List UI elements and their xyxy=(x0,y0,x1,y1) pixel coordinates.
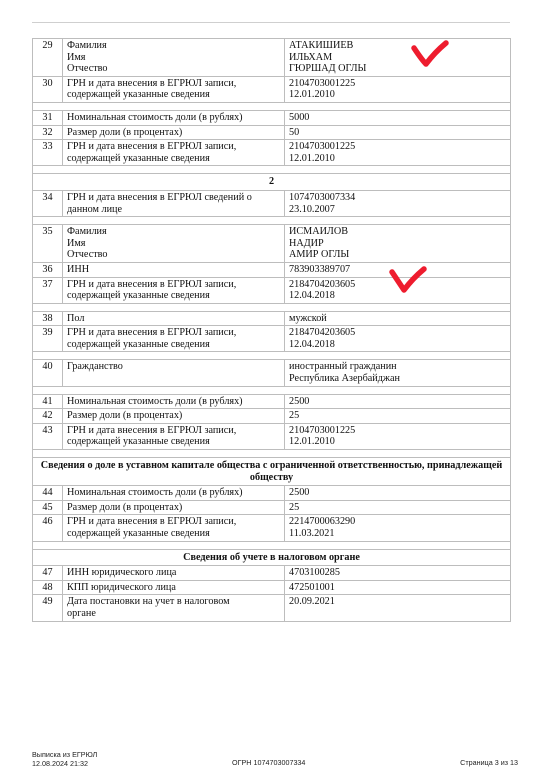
field-label xyxy=(63,277,285,303)
row-number: 40 xyxy=(33,360,63,386)
field-label-line: содержащей указанные сведения xyxy=(67,152,210,164)
field-value-line: 2104703001225 xyxy=(289,77,356,89)
field-label-line: данном лице xyxy=(67,203,123,215)
field-label xyxy=(63,394,285,409)
table-row xyxy=(33,423,511,449)
field-value-line: 2104703001225 xyxy=(289,424,356,436)
table-row xyxy=(33,394,511,409)
field-value xyxy=(285,125,511,140)
row-number: 30 xyxy=(33,76,63,102)
field-label xyxy=(63,262,285,277)
field-label-line: ГРН и дата внесения в ЕГРЮЛ записи, xyxy=(67,516,237,528)
row-number: 45 xyxy=(33,500,63,515)
field-value xyxy=(285,580,511,595)
field-value-line: ГЮРШАД ОГЛЫ xyxy=(289,63,367,75)
table-top-edge xyxy=(32,22,510,23)
field-label xyxy=(63,225,285,263)
field-value xyxy=(285,423,511,449)
field-label xyxy=(63,110,285,125)
field-label-line: Имя xyxy=(67,237,86,249)
field-value-line: 472501001 xyxy=(289,581,335,593)
field-label-line: содержащей указанные сведения xyxy=(67,338,210,350)
spacer-cell xyxy=(33,102,511,110)
red-checkmark-icon xyxy=(410,40,450,70)
field-value-line: АМИР ОГЛЫ xyxy=(289,249,350,261)
field-value-line: 1074703007334 xyxy=(289,191,356,203)
field-value xyxy=(285,595,511,621)
field-value xyxy=(285,311,511,326)
field-value xyxy=(285,326,511,352)
field-label-line: органе xyxy=(67,607,96,619)
spacer-row xyxy=(33,541,511,549)
spacer-cell xyxy=(33,541,511,549)
spacer-cell xyxy=(33,303,511,311)
spacer-row xyxy=(33,217,511,225)
table-row xyxy=(33,580,511,595)
section-title: 2 xyxy=(33,174,511,191)
field-value-line: 12.04.2018 xyxy=(289,338,335,350)
field-label-line: Номинальная стоимость доли (в рублях) xyxy=(67,395,243,407)
field-label-line: Фамилия xyxy=(67,226,107,238)
field-label-line: Отчество xyxy=(67,63,108,75)
footer-ogrn: ОГРН 1074703007334 xyxy=(232,758,306,767)
table-row xyxy=(33,225,511,263)
table-row xyxy=(33,125,511,140)
field-value xyxy=(285,140,511,166)
field-value-line: 2500 xyxy=(289,395,310,407)
row-number: 29 xyxy=(33,39,63,77)
field-value-line: 23.10.2007 xyxy=(289,203,335,215)
row-number: 33 xyxy=(33,140,63,166)
red-checkmark-icon xyxy=(388,266,428,296)
field-value xyxy=(285,76,511,102)
field-label-line: Фамилия xyxy=(67,40,107,51)
field-value-line: 2104703001225 xyxy=(289,141,356,153)
section-title: Сведения о доле в уставном капитале общества с ограниченной ответственностью, принадлежащей обществу xyxy=(33,458,511,486)
row-number: 43 xyxy=(33,423,63,449)
row-number: 32 xyxy=(33,125,63,140)
field-label xyxy=(63,580,285,595)
field-value-line: 25 xyxy=(289,501,300,513)
field-value xyxy=(285,225,511,263)
footer-doc-title: Выписка из ЕГРЮЛ xyxy=(32,750,98,759)
section-header-row xyxy=(33,549,511,566)
field-value xyxy=(285,394,511,409)
field-value-line: 2184704203605 xyxy=(289,327,356,339)
field-value-line: ИЛЬХАМ xyxy=(289,51,333,63)
field-value xyxy=(285,486,511,501)
spacer-row xyxy=(33,102,511,110)
field-label xyxy=(63,360,285,386)
field-value-line: 50 xyxy=(289,126,300,138)
field-value-line: 2214700063290 xyxy=(289,516,356,528)
spacer-cell xyxy=(33,166,511,174)
row-number: 37 xyxy=(33,277,63,303)
field-label-line: содержащей указанные сведения xyxy=(67,436,210,448)
field-value-line: 20.09.2021 xyxy=(289,596,335,608)
field-label xyxy=(63,140,285,166)
row-number: 46 xyxy=(33,515,63,541)
field-value-line: АТАКИШИЕВ xyxy=(289,40,354,51)
field-label xyxy=(63,423,285,449)
field-label xyxy=(63,39,285,77)
field-label-line: содержащей указанные сведения xyxy=(67,528,210,539)
field-label-line: ГРН и дата внесения в ЕГРЮЛ записи, xyxy=(67,77,237,89)
field-label-line: Размер доли (в процентах) xyxy=(67,410,183,422)
table-row xyxy=(33,566,511,581)
field-value-line: мужской xyxy=(289,312,327,324)
field-value-line: 12.01.2010 xyxy=(289,152,335,164)
field-value-line: 12.04.2018 xyxy=(289,290,335,302)
field-value-line: НАДИР xyxy=(289,237,324,249)
table-row xyxy=(33,486,511,501)
spacer-cell xyxy=(33,352,511,360)
table-row xyxy=(33,311,511,326)
field-value xyxy=(285,190,511,216)
field-label-line: ИНН юридического лица xyxy=(67,567,177,579)
spacer-cell xyxy=(33,450,511,458)
field-value-line: 12.01.2010 xyxy=(289,436,335,448)
section-header-row xyxy=(33,458,511,486)
field-label-line: ГРН и дата внесения в ЕГРЮЛ сведений о xyxy=(67,191,252,203)
table-row xyxy=(33,190,511,216)
field-label-line: ГРН и дата внесения в ЕГРЮЛ записи, xyxy=(67,424,237,436)
table-row xyxy=(33,500,511,515)
field-value-line: 2500 xyxy=(289,487,310,499)
page-footer xyxy=(32,751,518,775)
field-label-line: содержащей указанные сведения xyxy=(67,89,210,101)
field-label-line: Размер доли (в процентах) xyxy=(67,501,183,513)
spacer-row xyxy=(33,386,511,394)
field-value-line: 4703100285 xyxy=(289,567,340,579)
field-label-line: Номинальная стоимость доли (в рублях) xyxy=(67,111,243,123)
field-value xyxy=(285,39,511,77)
spacer-row xyxy=(33,303,511,311)
row-number: 48 xyxy=(33,580,63,595)
field-value-line: 2184704203605 xyxy=(289,278,356,290)
row-number: 41 xyxy=(33,394,63,409)
footer-timestamp: 12.08.2024 21:32 xyxy=(32,758,88,768)
egrul-extract-table xyxy=(32,38,511,622)
field-label xyxy=(63,326,285,352)
row-number: 34 xyxy=(33,190,63,216)
table-row xyxy=(33,277,511,303)
field-value-line: 5000 xyxy=(289,111,310,123)
field-label-line: ГРН и дата внесения в ЕГРЮЛ записи, xyxy=(67,141,237,153)
section-header-row xyxy=(33,174,511,191)
field-label xyxy=(63,515,285,541)
field-value-line: 25 xyxy=(289,410,300,422)
row-number: 44 xyxy=(33,486,63,501)
field-value xyxy=(285,110,511,125)
field-label-line: ГРН и дата внесения в ЕГРЮЛ записи, xyxy=(67,278,237,290)
table-row xyxy=(33,360,511,386)
field-value-line: 12.01.2010 xyxy=(289,89,335,101)
table-row xyxy=(33,515,511,541)
field-value xyxy=(285,409,511,424)
row-number: 35 xyxy=(33,225,63,263)
field-label xyxy=(63,125,285,140)
field-label-line: содержащей указанные сведения xyxy=(67,290,210,302)
field-value xyxy=(285,360,511,386)
field-value-line: ИСМАИЛОВ xyxy=(289,226,348,238)
field-label xyxy=(63,409,285,424)
field-label-line: Дата постановки на учет в налоговом xyxy=(67,596,230,608)
table-row xyxy=(33,409,511,424)
field-value-line: 11.03.2021 xyxy=(289,528,335,539)
table-row xyxy=(33,110,511,125)
row-number: 31 xyxy=(33,110,63,125)
field-label-line: Гражданство xyxy=(67,361,123,373)
field-label-line: Пол xyxy=(67,312,85,324)
field-label xyxy=(63,500,285,515)
field-label-line: Размер доли (в процентах) xyxy=(67,126,183,138)
field-value xyxy=(285,515,511,541)
table-row xyxy=(33,326,511,352)
field-label xyxy=(63,76,285,102)
field-label-line: Номинальная стоимость доли (в рублях) xyxy=(67,487,243,499)
footer-document-info xyxy=(32,751,97,768)
table-row xyxy=(33,76,511,102)
field-value xyxy=(285,500,511,515)
row-number: 47 xyxy=(33,566,63,581)
field-label xyxy=(63,486,285,501)
footer-page-number: Страница 3 из 13 xyxy=(460,758,518,767)
field-label xyxy=(63,311,285,326)
spacer-cell xyxy=(33,217,511,225)
row-number: 39 xyxy=(33,326,63,352)
table-row xyxy=(33,140,511,166)
field-label xyxy=(63,595,285,621)
field-label-line: Имя xyxy=(67,51,86,63)
field-label-line: ГРН и дата внесения в ЕГРЮЛ записи, xyxy=(67,327,237,339)
spacer-cell xyxy=(33,386,511,394)
field-label xyxy=(63,566,285,581)
field-label-line: Отчество xyxy=(67,249,108,261)
row-number: 38 xyxy=(33,311,63,326)
row-number: 36 xyxy=(33,262,63,277)
field-value xyxy=(285,566,511,581)
field-value-line: иностранный гражданин xyxy=(289,361,397,373)
field-label-line: ИНН xyxy=(67,263,90,275)
field-value-line: 783903389707 xyxy=(289,263,351,275)
field-label xyxy=(63,190,285,216)
field-value-line: Республика Азербайджан xyxy=(289,373,400,385)
row-number: 42 xyxy=(33,409,63,424)
table-row xyxy=(33,595,511,621)
section-title: Сведения об учете в налоговом органе xyxy=(33,549,511,566)
spacer-row xyxy=(33,166,511,174)
field-label-line: КПП юридического лица xyxy=(67,581,176,593)
spacer-row xyxy=(33,450,511,458)
spacer-row xyxy=(33,352,511,360)
row-number: 49 xyxy=(33,595,63,621)
table-row xyxy=(33,262,511,277)
